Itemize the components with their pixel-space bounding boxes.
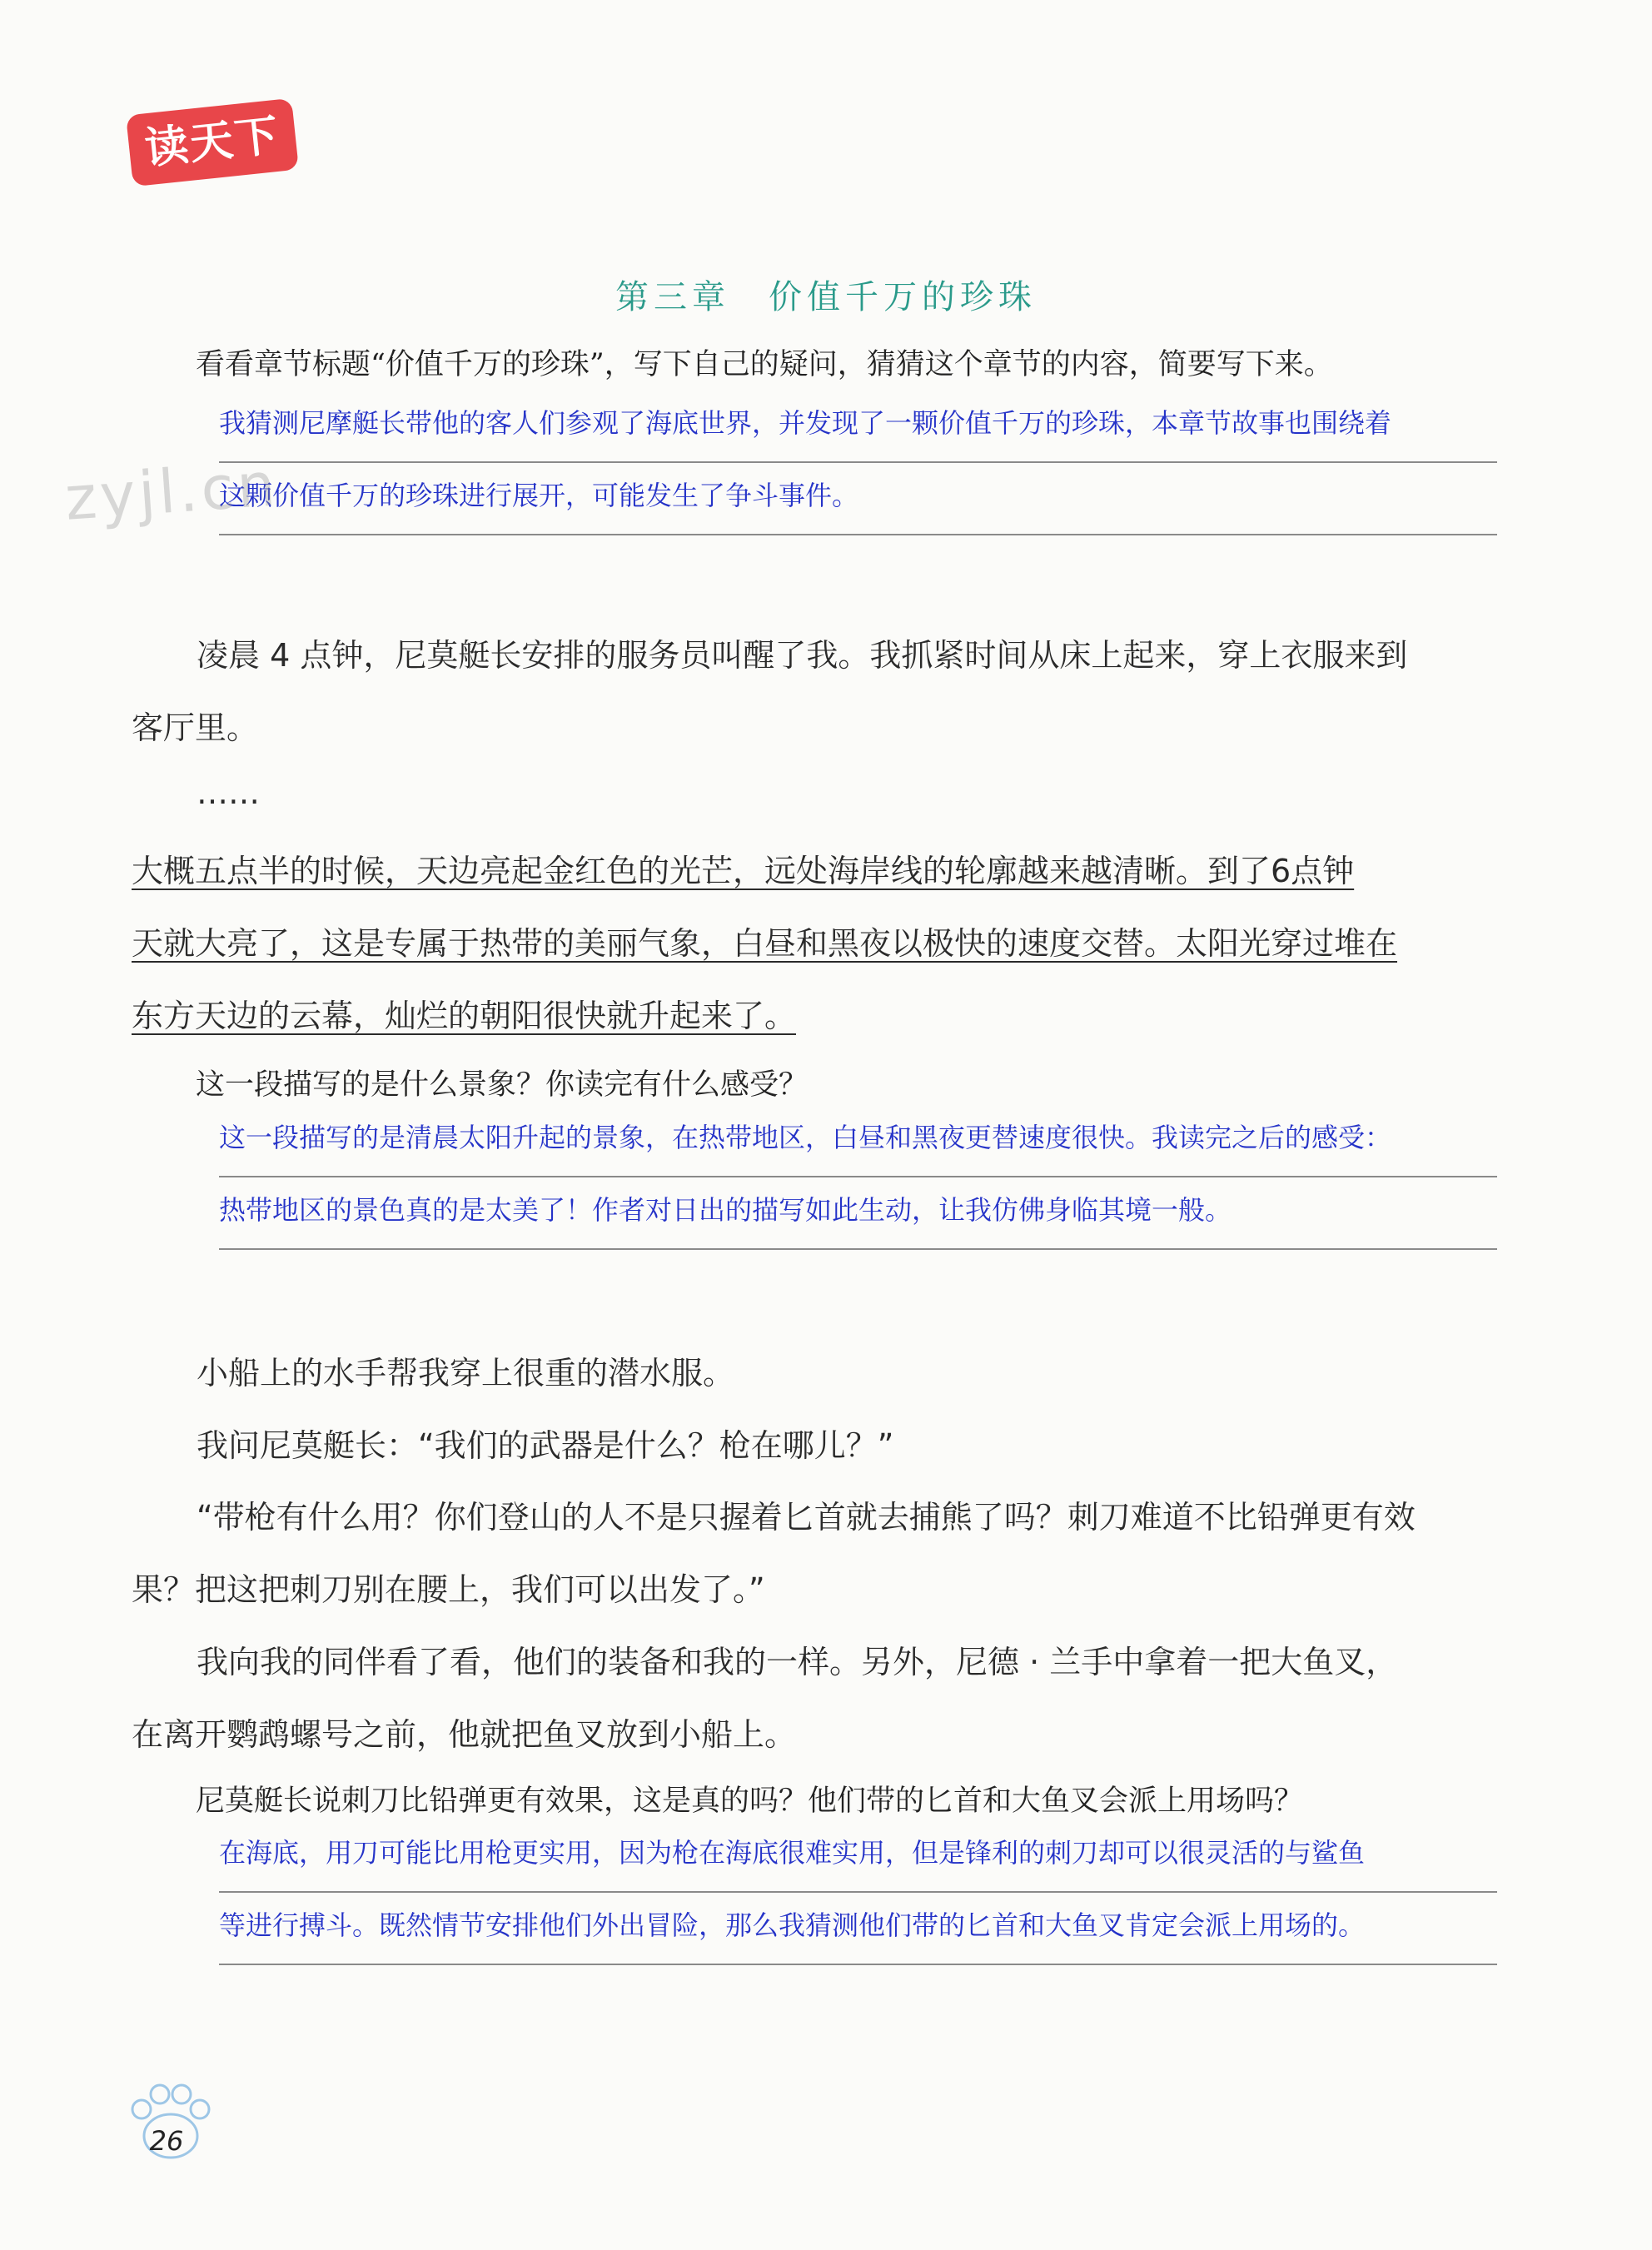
answer-3-line-2: 等进行搏斗。既然情节安排他们外出冒险，那么我猜测他们带的匕首和大鱼叉肯定会派上用场的。 [219, 1900, 1497, 1965]
passage-2-line-4: 果？把这把刺刀别在腰上，我们可以出发了。” [132, 1571, 765, 1608]
page-number: 26 [149, 2125, 184, 2157]
passage-1-line-2: 客厅里。 [132, 709, 259, 746]
passage-2-line-2: 我问尼莫艇长：“我们的武器是什么？枪在哪儿？” [197, 1427, 894, 1464]
question-1-prompt: 看看章节标题“价值千万的珍珠”，写下自己的疑问，猜猜这个章节的内容，简要写下来。 [196, 348, 1333, 381]
answer-1-line-1: 我猜测尼摩艇长带他的客人们参观了海底世界，并发现了一颗价值千万的珍珠，本章节故事也围绕着 [219, 398, 1497, 463]
passage-2-line-5: 我向我的同伴看了看，他们的装备和我的一样。另外，尼德 · 兰手中拿着一把大鱼叉， [197, 1644, 1398, 1680]
underlined-line-2: 天就大亮了，这是专属于热带的美丽气象，白昼和黑夜以极快的速度交替。太阳光穿过堆在 [132, 925, 1398, 962]
passage-2-line-6: 在离开鹦鹉螺号之前，他就把鱼叉放到小船上。 [132, 1716, 797, 1753]
passage-2-line-3: “带枪有什么用？你们登山的人不是只握着匕首就去捕熊了吗？刺刀难道不比铅弹更有效 [197, 1499, 1416, 1536]
section-badge: 读天下 [126, 98, 299, 187]
underlined-line-3: 东方天边的云幕，灿烂的朝阳很快就升起来了。 [132, 998, 797, 1034]
answer-2-line-2: 热带地区的景色真的是太美了！作者对日出的描写如此生动，让我仿佛身临其境一般。 [219, 1185, 1497, 1250]
question-2-prompt: 这一段描写的是什么景象？你读完有什么感受？ [196, 1068, 809, 1102]
answer-3-line-1: 在海底，用刀可能比用枪更实用，因为枪在海底很难实用，但是锋利的刺刀却可以很灵活的与鲨鱼 [219, 1828, 1497, 1893]
question-3-prompt: 尼莫艇长说刺刀比铅弹更有效果，这是真的吗？他们带的匕首和大鱼叉会派上用场吗？ [196, 1785, 1304, 1818]
underlined-line-1: 大概五点半的时候，天边亮起金红色的光芒，远处海岸线的轮廓越来越清晰。到了6点钟 [132, 853, 1355, 889]
answer-2-line-1: 这一段描写的是清晨太阳升起的景象，在热带地区，白昼和黑夜更替速度很快。我读完之后的感受： [219, 1113, 1497, 1177]
passage-1-ellipsis: …… [197, 774, 260, 811]
answer-1-line-2: 这颗价值千万的珍珠进行展开，可能发生了争斗事件。 [219, 470, 1497, 535]
passage-1-line-1: 凌晨 4 点钟，尼莫艇长安排的服务员叫醒了我。我抓紧时间从床上起来，穿上衣服来到 [197, 637, 1408, 674]
watermark: zyjl.cn [62, 449, 281, 534]
chapter-title: 第三章 价值千万的珍珠 [615, 278, 1037, 316]
passage-2-line-1: 小船上的水手帮我穿上很重的潜水服。 [197, 1355, 735, 1391]
